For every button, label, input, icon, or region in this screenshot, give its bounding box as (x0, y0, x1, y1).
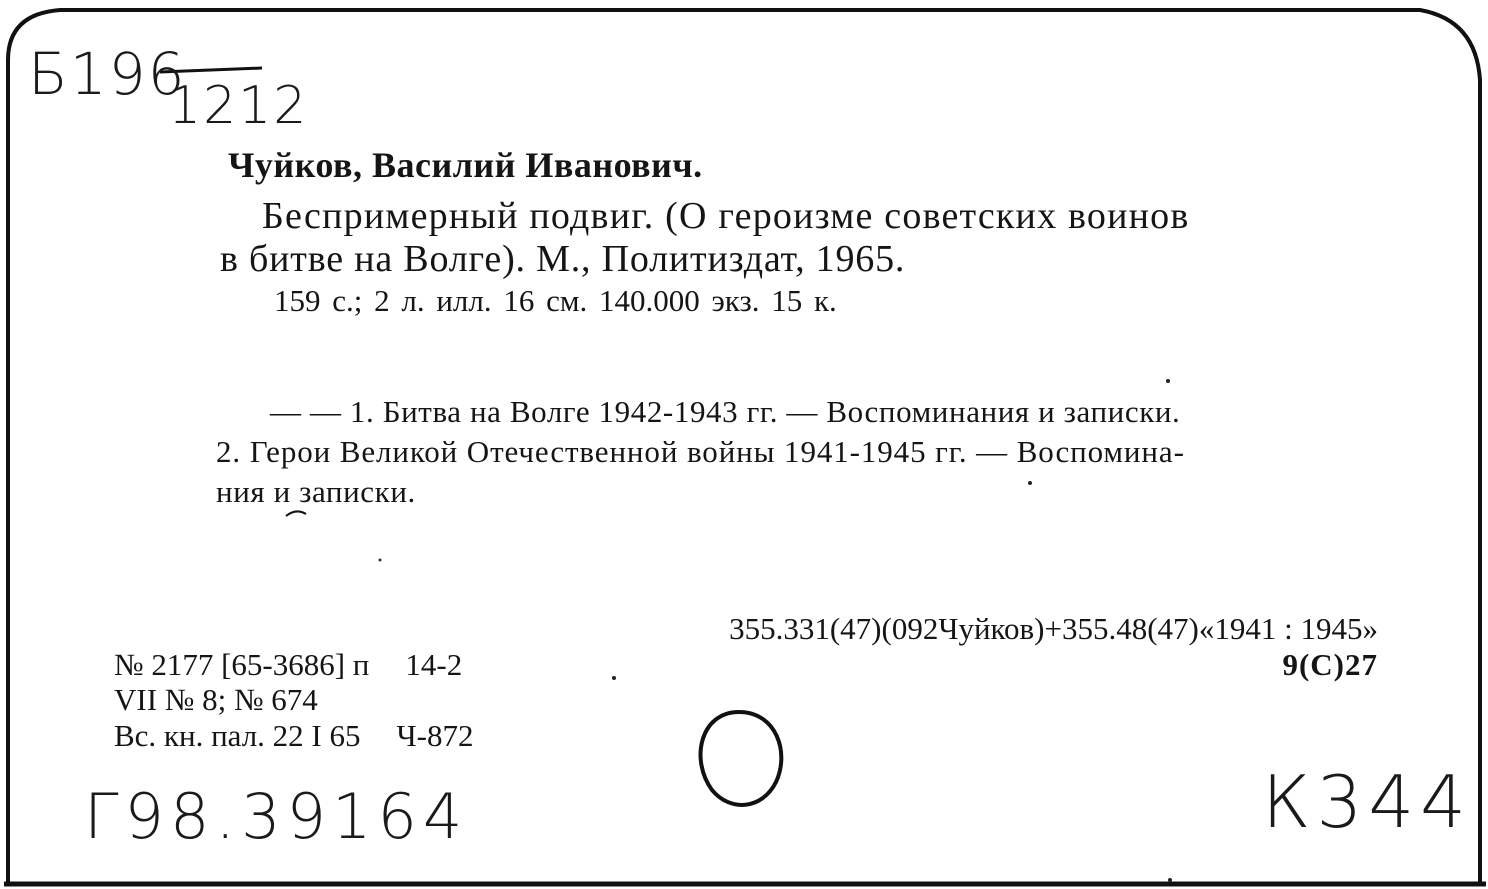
series-line: VII № 8; № 674 (114, 682, 318, 717)
stamp-circle (701, 712, 782, 805)
subject-line-2: 2. Герои Великой Отечественной войны 1941-1945 гг. — Воспомина- (216, 434, 1185, 469)
speck (1166, 379, 1170, 383)
shelfmark-handwritten: Б196 (28, 40, 187, 108)
subject-line-3: ния и записки. (216, 474, 416, 509)
ink-mark (286, 511, 306, 516)
author-mark: Ч-872 (396, 718, 474, 753)
title-line-2: в битве на Волге). М., Политиздат, 1965. (220, 238, 906, 280)
card-number-line (114, 647, 462, 683)
physical-description: 159 с.; 2 л. илл. 16 см. 140.000 экз. 15 к. (274, 283, 837, 318)
speck (612, 676, 616, 680)
subject-line-1: — — 1. Битва на Волге 1942-1943 гг. — Воспоминания и записки. (270, 394, 1181, 429)
chamber-date: Вс. кн. пал. 22 I 65 (114, 718, 361, 753)
card-number: № 2177 [65-3686] п (114, 647, 370, 682)
bbk-classification: 9(С)27 (1282, 647, 1378, 682)
speck (1168, 878, 1172, 882)
shelfmark-fraction-handwritten: 1212 (168, 76, 309, 136)
chamber-line (114, 718, 474, 754)
speck (1028, 481, 1032, 485)
card-code: 14-2 (405, 647, 463, 682)
title-line-1: Беспримерный подвиг. (О героизме советских воинов (262, 195, 1190, 237)
author-heading: Чуйков, Василий Иванович. (228, 145, 703, 185)
handwritten-inventory: Г98.39164 (84, 780, 469, 853)
handwritten-code: К344 (1262, 760, 1472, 844)
udc-classification: 355.331(47)(092Чуйков)+355.48(47)«1941 : 1945» (729, 611, 1378, 646)
speck (379, 559, 382, 562)
